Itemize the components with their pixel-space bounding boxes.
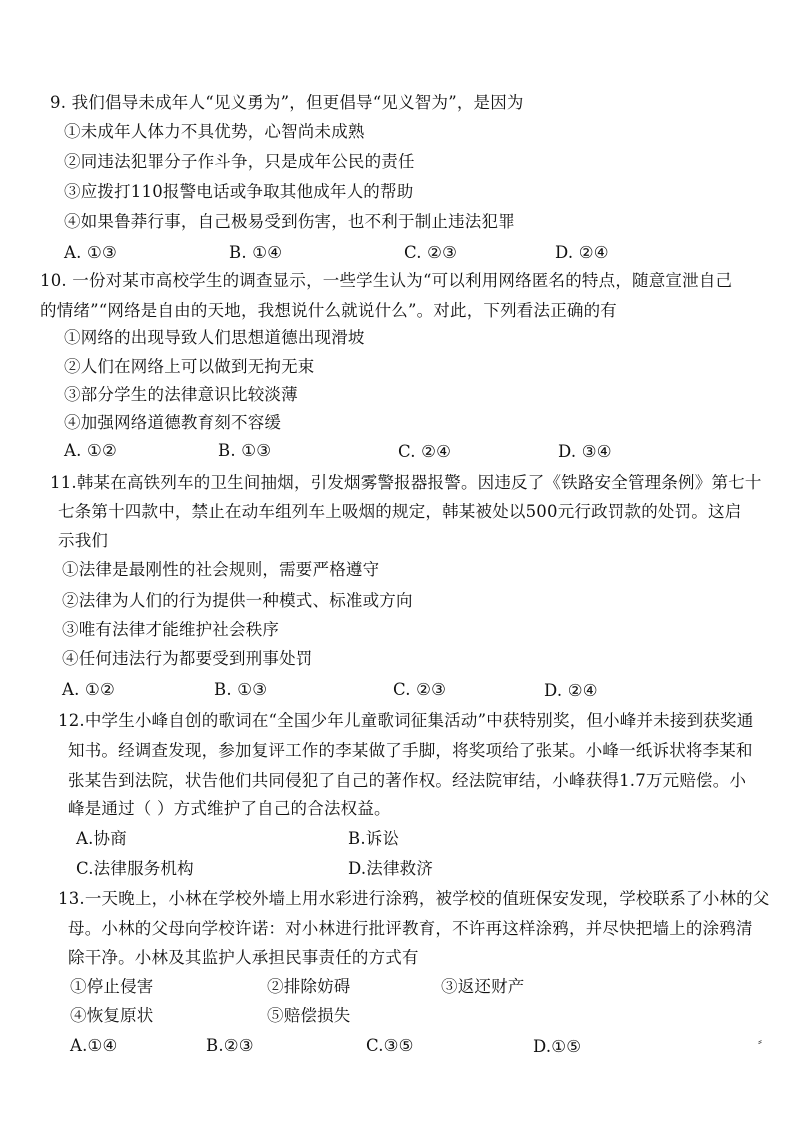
q13-stem-line-3: 除干净。小林及其监护人承担民事责任的方式有 <box>68 948 419 967</box>
q11-item-1: ①法律是最刚性的社会规则，需要严格遵守 <box>62 560 380 579</box>
q13-option-c: C.③⑤ <box>366 1036 414 1055</box>
q10-item-1: ①网络的出现导致人们思想道德出现滑坡 <box>64 328 365 347</box>
q11-option-c: C. ②③ <box>393 680 447 699</box>
q10-option-d: D. ③④ <box>558 442 612 461</box>
q12-option-a: A.协商 <box>76 829 127 848</box>
q10-stem-line-1: 10. 一份对某市高校学生的调查显示，一些学生认为“可以利用网络匿名的特点，随意宣泄自己 <box>40 271 733 290</box>
q10-stem-line-2: 的情绪”“网络是自由的天地，我想说什么就说什么”。对此，下列看法正确的有 <box>40 301 618 320</box>
q13-option-d: D.①⑤ <box>533 1037 582 1056</box>
q12-stem-line-1: 12.中学生小峰自创的歌词在“全国少年儿童歌词征集活动”中获特别奖，但小峰并未接到获奖通 <box>58 711 754 730</box>
q10-option-a: A. ①② <box>64 441 117 460</box>
q11-option-a: A. ①② <box>62 680 115 699</box>
q13-stem-line-1: 13.一天晚上，小林在学校外墙上用水彩进行涂鸦，被学校的值班保安发现，学校联系了小林的父 <box>58 889 770 908</box>
q13-item-3: ③返还财产 <box>441 977 525 996</box>
q12-stem-line-3: 张某告到法院，状告他们共同侵犯了自己的著作权。经法院审结，小峰获得1.7万元赔偿。小 <box>68 771 747 790</box>
q9-option-a: A. ①③ <box>64 243 117 262</box>
q13-option-a: A.①④ <box>70 1036 118 1055</box>
q13-item-1: ①停止侵害 <box>70 977 154 996</box>
q12-stem-line-2: 知书。经调查发现，参加复评工作的李某做了手脚，将奖项给了张某。小峰一纸诉状将李某和 <box>68 741 753 760</box>
q9-item-3: ③应拨打110报警电话或争取其他成年人的帮助 <box>64 182 414 201</box>
q11-item-3: ③唯有法律才能维护社会秩序 <box>62 620 280 639</box>
q11-stem-line-1: 11.韩某在高铁列车的卫生间抽烟，引发烟雾警报器报警。因违反了《铁路安全管理条例》第七十 <box>50 473 762 492</box>
q13-stem-line-2: 母。小林的父母向学校许诺：对小林进行批评教育，不许再这样涂鸦，并尽快把墙上的涂鸦清 <box>68 919 753 938</box>
q11-option-d: D. ②④ <box>544 681 598 700</box>
q9-option-b: B. ①④ <box>229 243 283 262</box>
q9-stem-line-1: 9. 我们倡导未成年人“见义勇为”，但更倡导“见义智为”，是因为 <box>50 93 524 112</box>
q11-item-2: ②法律为人们的行为提供一种模式、标准或方向 <box>62 591 413 610</box>
q11-stem-line-3: 示我们 <box>58 531 109 550</box>
q9-option-d: D. ②④ <box>555 243 609 262</box>
q9-item-4: ④如果鲁莽行事，自己极易受到伤害，也不利于制止违法犯罪 <box>64 212 515 231</box>
q10-item-3: ③部分学生的法律意识比较淡薄 <box>64 385 298 404</box>
q13-item-5: ⑤赔偿损失 <box>267 1006 351 1025</box>
q9-item-1: ①未成年人体力不具优势，心智尚未成熟 <box>64 122 365 141</box>
q10-item-4: ④加强网络道德教育刻不容缓 <box>64 413 282 432</box>
q9-option-c: C. ②③ <box>404 243 458 262</box>
q10-option-c: C. ②④ <box>398 442 452 461</box>
q12-option-d: D.法律救济 <box>348 859 434 878</box>
corner-mark: ⸗ <box>758 1034 762 1048</box>
q12-option-b: B.诉讼 <box>348 829 400 848</box>
q11-stem-line-2: 七条第十四款中，禁止在动车组列车上吸烟的规定，韩某被处以500元行政罚款的处罚。这启 <box>58 502 742 521</box>
q11-item-4: ④任何违法行为都要受到刑事处罚 <box>62 649 313 668</box>
q12-stem-line-4: 峰是通过（ ）方式维护了自己的合法权益。 <box>68 799 391 818</box>
q13-item-2: ②排除妨碍 <box>267 977 351 996</box>
q10-item-2: ②人们在网络上可以做到无拘无束 <box>64 357 315 376</box>
q11-option-b: B. ①③ <box>214 680 268 699</box>
q13-option-b: B.②③ <box>206 1036 254 1055</box>
q13-item-4: ④恢复原状 <box>70 1006 154 1025</box>
q9-item-2: ②同违法犯罪分子作斗争，只是成年公民的责任 <box>64 152 415 171</box>
q10-option-b: B. ①③ <box>218 441 272 460</box>
q12-option-c: C.法律服务机构 <box>76 859 194 878</box>
